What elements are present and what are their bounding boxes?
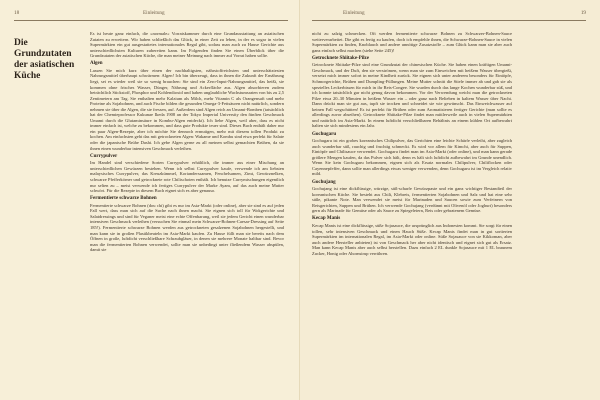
body-column: [90, 31, 284, 255]
section-body-fermentierte-bohnen: Fermentierte schwarze Bohnen (dou chi) gibt es nur im Asia-Markt (oder online), aber sie sind es auf jeden Fall wert, dass man sich auf die Suche nach ihnen macht. Sie eignen sich toll für Wokgerichte und Salatdressings und sind für Veganer meist eine echte Offenbarung, weil sie jedem Gericht einen wunderbar intensiven Geschmack verleihen (versuchen Sie einmal mein Schwarze-Bohnen-Caesar-Dressing auf Seite 185!). Fermentierte schwarze Bohnen werden aus getrockneten gesalzenen Sojabohnen hergestellt, und man kann sie in großen Plastikbeuteln im Asia-Markt kaufen. Zu Hause füllt man sie bereits nach dem Öffnen in große, luftdicht verschließbare Schraubgläser, in denen sie mehrere Monate haltbar sind. Bevor man die fermentierten Bohnen verwendet, sollte man sie unbedingt unter fließendem Wasser abspülen, damit sie: [90, 202, 284, 253]
running-head: Einleitung: [143, 10, 165, 16]
section-body-algen: Lassen Sie mich kurz über einen der nachhaltigsten, nährstoffreichsten und unterschätztesten Nahrungsmittel überhaupt schwärmen: Algen! Ich bin überzeugt, dass in ihnen die Zukunft der Ernährung liegt, sei es wieder weil sie so wenig brauchen: Sie sind ein Zero-Input-Nahrungsmittel, das heißt, sie kommen ohne frisches Wasser, Dünger, Nährung und Ackerfläche aus. Algen absorbieren zudem beträchtlich Stickstoff, Phosphor und Kohlendioxid und haben unglaubliche Wachstumsraten von bis zu 2,5 Zentimetern am Tag. Sie enthalten mehr Kalzium als Milch, mehr Vitamin C als Orangensaft und mehr Proteine als Sojabohnen, und auch Fische bilden die gesunden Omega-3-Fettsäuren nicht natürlich, sondern nehmen sie über die Algen, die sie fressen, auf. Außerdem sind Algen reich an Umami-Bomben (tatsächlich hat der Chemieprofessor Kukunae Ikeda 1908 an der Tokyo Imperial University den fünften Geschmack Umami durch die Glutaminsäure in Kombu-Algen entdeckt). Ich liebe Algen, weil aber, dass es nicht immer einfach ist, welche zu bekommen, und dass gute Produkte teuer sind. Dieses Buch enthält daher nur ein paar Algen-Rezepte, aber ich möchte Sie dennoch ermutigen, mehr mit diesem tollen Produkt zu kochen. Am einfachsten geht das mit getrockneten Algen: Wakame und Kombu sind etwa perfekt für Salate oder die japanische Brühe Dashi. Ich gebe Algen gerne zu all meinen selbst gemachten Brühen, da sie ihnen einen wunderbar intensiven Geschmack verleihen.: [90, 67, 284, 151]
continued-paragraph: nicht zu salzig schmecken. Oft werden fermentierte schwarze Bohnen zu Schwarzer-Bohnen-Sauce weiterverarbeitet. Die gibt es fertig zu kaufen, doch ich empfehle ihnen, die Schwarze-Bohnen-Sauce in vielen Supermärkten zu finden, Knoblauch und andere unnötige Zusatzstoffe – zum Glück kann man sie aber auch ganz einfach selbst machen (siehe Seite 245)!: [312, 31, 512, 53]
body-column: [312, 31, 512, 259]
section-heading-kecap-manis: Kecap Manis: [312, 216, 341, 222]
section-body-gochujang: Gochujang ist eine dickflüssige, würzige, süß-scharfe Gewürzpaste und ein ganz wichtiger Bestandteil der koreanischen Küche. Sie besteht aus Chili, Klebreis, fermentierten Sojabohnen und Salz und hat eine sehr süße, pikante Note. Man verwendet sie meist für Marinaden und Saucen sowie zum Verfeinern von Reisgerichten, Suppen und Brühen. Ich verwende Gochujang (verdünnt mit Olivenöl oder Joghurt) besonders gern als Marinade für Gemüse oder als Sauce zu Spiegeleiern, Reis oder gebratenem Gemüse.: [312, 186, 512, 214]
running-head: Einleitung: [343, 10, 365, 16]
section-heading-currypulver: Currypulver: [90, 153, 118, 159]
page-number: 19: [580, 10, 586, 16]
header-rule: [312, 20, 586, 21]
section-body-gochugaru: Gochugaru ist ein grobes koreanisches Chilipulver, das Gerichten eine leichte Schärfe verleiht, aber zugleich auch wunderbar süß, rauchig und fruchtig schmeckt. Es wird vor allem für Kimchi, aber auch für Suppen, Eintöpfe und Chilisauce verwendet. Gochugaru findet man im Asia-Markt (oder online), und man kann gerade größere Mengen kaufen, da das Pulver sich hält, denn es hält sich luftdicht aufbewahrt im Grunde unendlich. Wenn Sie kein Gochugaru bekommen, eignen sich als Ersatz normales Chilipulver, Chiliflocken oder Cayennepfeffer, dann sollte man allerdings etwas weniger verwenden, denn Gochugaru ist im Vergleich relativ mild.: [312, 138, 512, 177]
section-body-shiitake: Getrocknete Shiitake-Pilze sind eine Grundzutat der chinesischen Küche. Sie haben einen kräftigen Umami-Geschmack, und der Duft, den sie verströmen, wenn man sie zum Einweichen mit heißem Wasser übergießt, versetzt mich immer sofort in meine Kindheit zurück. Sie eignen sich unter anderem besonders für Eintöpfe, Schmorgerichte, Brühen und Dumpling-Füllungen. Meine Mutter schnitt die Stiele immer ab und gab sie als spezielles Leckerbissen für mich in ihr Reis-Congee. Sie wurden durch das lange Kochen wunderbar süß, und ich konnte tatsächlich gar nicht genug davon bekommen. Vor der Verwendung weicht man die getrockneten Pilze etwa 20–30 Minuten in heißem Wasser ein – oder ganz nach Belieben in kaltem Wasser über Nacht. Dann drückt man sie gut aus, tupft sie trocken und schneidet sie wie gewünscht. Das Einweichwasser auf keinen Fall wegschütten! Es ist perfekt für Brühen oder zum Aromatisieren fertiger Gerichte (man sollte es allerdings zuvor abseihen). Getrocknete Shiitake-Pilze findet man mittlerweile auch in vielen Supermärkten und natürlich im Asia-Markt. In einem luftdicht verschließbaren Behältnis an einem kühlen Ort aufbewahrt halten sie sich mindestens ein Jahr.: [312, 62, 512, 129]
intro-paragraph: Es ist heute ganz einfach, die »normale« Vorratskammer durch eine Grundausstattung an asiatischen Zutaten zu erweitern. Wir haben schließlich das Glück, in einer Zeit zu leben, in der es sogar in vielen Supermärkten ein gut ausgestattetes internationales Regal gibt, sodass man auch zu Hause Gerichte aus unterschiedlichsten Kulturen zubereiten kann. Im Folgenden finden Sie einen Überblick über die Grundzutaten der asiatischen Küche, die man meiner Meinung nach immer auf Vorrat haben sollte.: [90, 31, 284, 59]
section-heading-fermentierte-bohnen: Fermentierte schwarze Bohnen: [90, 196, 157, 202]
section-heading-gochugaru: Gochugaru: [312, 131, 337, 137]
section-body-currypulver: Im Handel sind verschiedene Sorten Currypulver erhältlich, die immer aus einer Mischung an unterschiedlichen Gewürzen bestehen. Wenn ich selbst Currypulver kaufe, verwende ich am liebsten malaysisches Currypulver, das Kreuzkümmel, Korianderssamen, Fenchelsamen, Zimt, Gewürznelken, schwarze Pfefferkörner und getrocknete rote Chilischoten enthält. Ich benutze Currymischungen eigentlich nur selten zu – meist verwende ich fertiges Currypulver der Marke Ayam, auf das auch meine Mutter schwört. Für die Rezepte in diesem Buch eignet sich es aber genauso.: [90, 160, 284, 194]
chapter-title: Die Grundzutaten der asiatischen Küche: [14, 38, 75, 82]
section-heading-shiitake: Getrocknete Shiitake-Pilze: [312, 55, 369, 61]
right-page: [300, 0, 600, 400]
section-body-kecap-manis: Kecap Manis ist eine dickflüssige, süße Sojasauce, die ursprünglich aus Indonesien kommt. Sie sorgt für einen tollen, sehr intensiven Geschmack und einen Hauch Süße. Kecap Manis findet man in gut sortierten Supermärkten im internationalen Regal, im Asia-Markt oder online. Süße Sojasauce von sie Kikkoman, aber auch andere Hersteller anbieten) ist von Geschmack her aber nicht identisch und eignet sich gut als Ersatz. Man kann Kecap Manis aber auch selbst herstellen. Dazu einfach 2 EL dunkle Sojasauce mit 1 EL braunem Zucker, Honig oder Ahornsirup verrühren.: [312, 223, 512, 256]
section-heading-gochujang: Gochujang: [312, 179, 336, 185]
header-rule: [14, 20, 288, 21]
section-heading-algen: Algen: [90, 61, 103, 67]
page-number: 18: [14, 10, 20, 16]
